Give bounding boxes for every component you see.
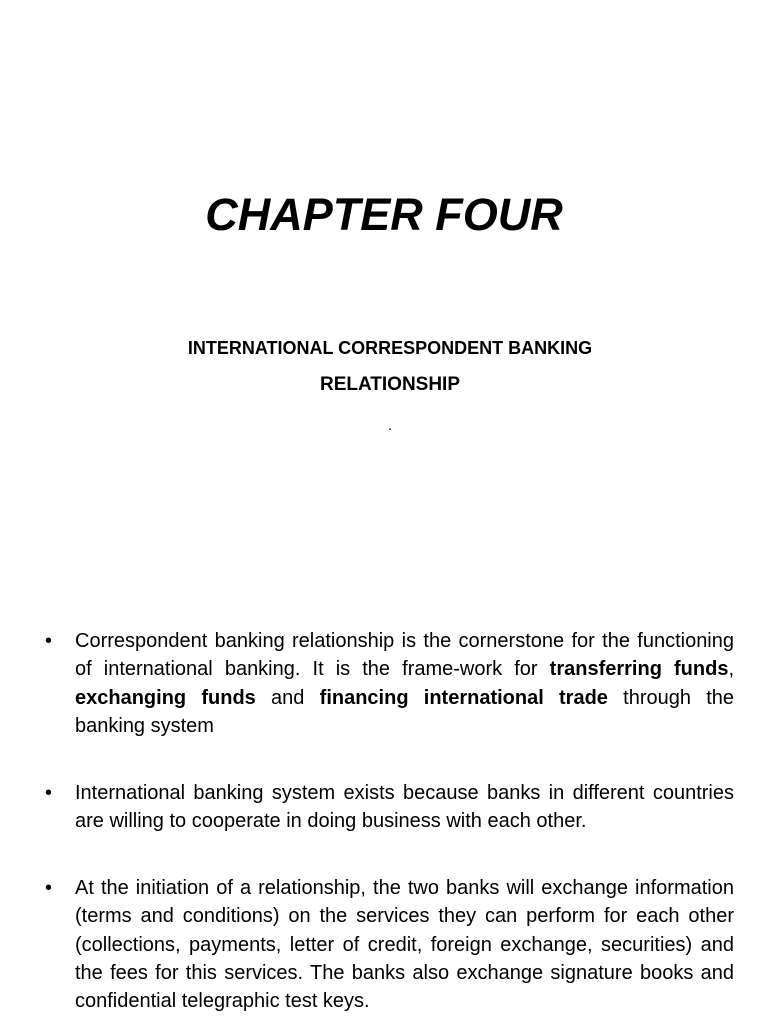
- bold-term-transferring-funds: transferring funds: [549, 658, 729, 681]
- chapter-title: CHAPTER FOUR: [205, 189, 563, 240]
- bullet-text-part: through the banking system: [75, 686, 735, 737]
- bold-term-exchanging-funds: exchanging funds: [75, 686, 256, 709]
- bullet-item-correspondent-banking: [75, 627, 734, 740]
- bullet-item-international-banking-system: [75, 779, 734, 836]
- section-title-line2: RELATIONSHIP: [319, 374, 461, 395]
- bullet-text-part: and: [255, 686, 320, 709]
- bullet-text-part: Correspondent banking relationship is the cornerstone for the functioning of international banking. It is the frame-work for: [75, 630, 734, 681]
- bullet-text: At the initiation of a relationship, the two banks will exchange information (terms and conditions) on the services they can perform for each other (collections, payments, letter of credit, foreign exchange, securities) and the fees for this services. The banks also exchange signature books and confidential telegraphic test keys.: [75, 877, 734, 1013]
- dot-mark: .: [388, 417, 392, 433]
- bold-term-financing-international-trade: financing international trade: [319, 686, 608, 709]
- bullet-text: International banking system exists because banks in different countries are willing to cooperate in doing business with each other.: [75, 782, 734, 833]
- bullet-item-relationship-initiation: [75, 874, 734, 1015]
- bullet-text-part: ,: [728, 658, 735, 681]
- section-title-line1: INTERNATIONAL CORRESPONDENT BANKING: [187, 338, 593, 358]
